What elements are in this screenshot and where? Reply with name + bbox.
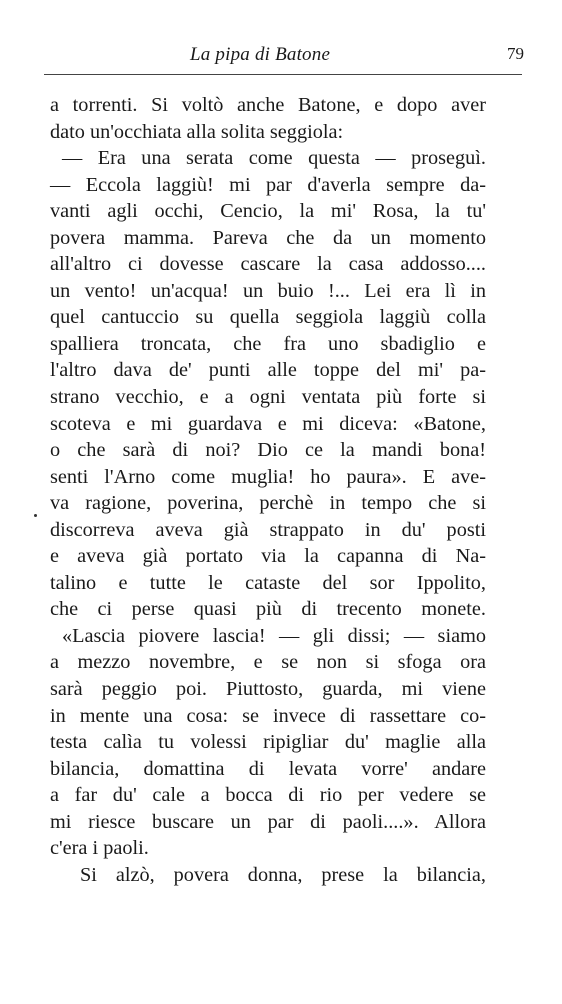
text-line: e aveva già portato via la capanna di Na- — [50, 545, 486, 568]
text-line: a mezzo novembre, e se non si sfoga ora — [50, 651, 486, 674]
text-line: un vento! un'acqua! un buio !... Lei era lì in — [50, 279, 486, 302]
text-line: va ragione, poverina, perchè in tempo che si — [50, 492, 486, 515]
text-line: strano vecchio, e a ogni ventata più forte si — [50, 386, 486, 409]
text-line: sarà peggio poi. Piuttosto, guarda, mi viene — [50, 678, 486, 701]
text-line: discorreva aveva già strappato in du' posti — [50, 518, 486, 541]
text-line: vanti agli occhi, Cencio, la mi' Rosa, la tu' — [50, 200, 486, 223]
text-line: quel cantuccio su quella seggiola laggiù colla — [50, 306, 486, 329]
text-line: dato un'occhiata alla solita seggiola: — [50, 120, 344, 143]
text-line: a far du' cale a bocca di rio per vedere se — [50, 784, 486, 807]
text-line: all'altro ci dovesse cascare la casa addosso.... — [50, 253, 486, 276]
text-line: spalliera troncata, che fra uno sbadiglio e — [50, 332, 486, 355]
text-line: «Lascia piovere lascia! — gli dissi; — siamo — [62, 624, 486, 647]
text-line: Si alzò, povera donna, prese la bilancia, — [80, 863, 486, 886]
text-line: mi riesce buscare un par di paoli....». Allora — [50, 810, 486, 833]
text-line: l'altro dava de' punti alle toppe del mi' pa- — [50, 359, 486, 382]
running-title: La pipa di Batone — [190, 44, 331, 65]
text-line: — Eccola laggiù! mi par d'averla sempre da- — [50, 173, 486, 196]
text-line: bilancia, domattina di levata vorre' andare — [50, 757, 486, 780]
text-line: in mente una cosa: se invece di rassettare co- — [50, 704, 486, 727]
text-line: talino e tutte le cataste del sor Ippolito, — [50, 571, 486, 594]
text-line: senti l'Arno come muglia! ho paura». E ave- — [50, 465, 486, 488]
text-line: scoteva e mi guardava e mi diceva: «Batone, — [50, 412, 486, 435]
margin-mark — [34, 514, 37, 517]
text-line: povera mamma. Pareva che da un momento — [50, 226, 486, 249]
text-line: c'era i paoli. — [50, 837, 149, 860]
text-line: testa calìa tu volessi ripigliar du' maglie alla — [50, 731, 486, 754]
page-number: 79 — [507, 44, 524, 63]
running-header — [40, 44, 524, 74]
header-rule — [44, 74, 522, 75]
text-line: o che sarà di noi? Dio ce la mandi bona! — [50, 439, 486, 462]
text-line: che ci perse quasi più di trecento monete. — [50, 598, 486, 621]
text-line: — Era una serata come questa — proseguì. — [62, 147, 486, 170]
body-text — [50, 92, 486, 888]
text-line: a torrenti. Si voltò anche Batone, e dopo aver — [50, 94, 486, 116]
